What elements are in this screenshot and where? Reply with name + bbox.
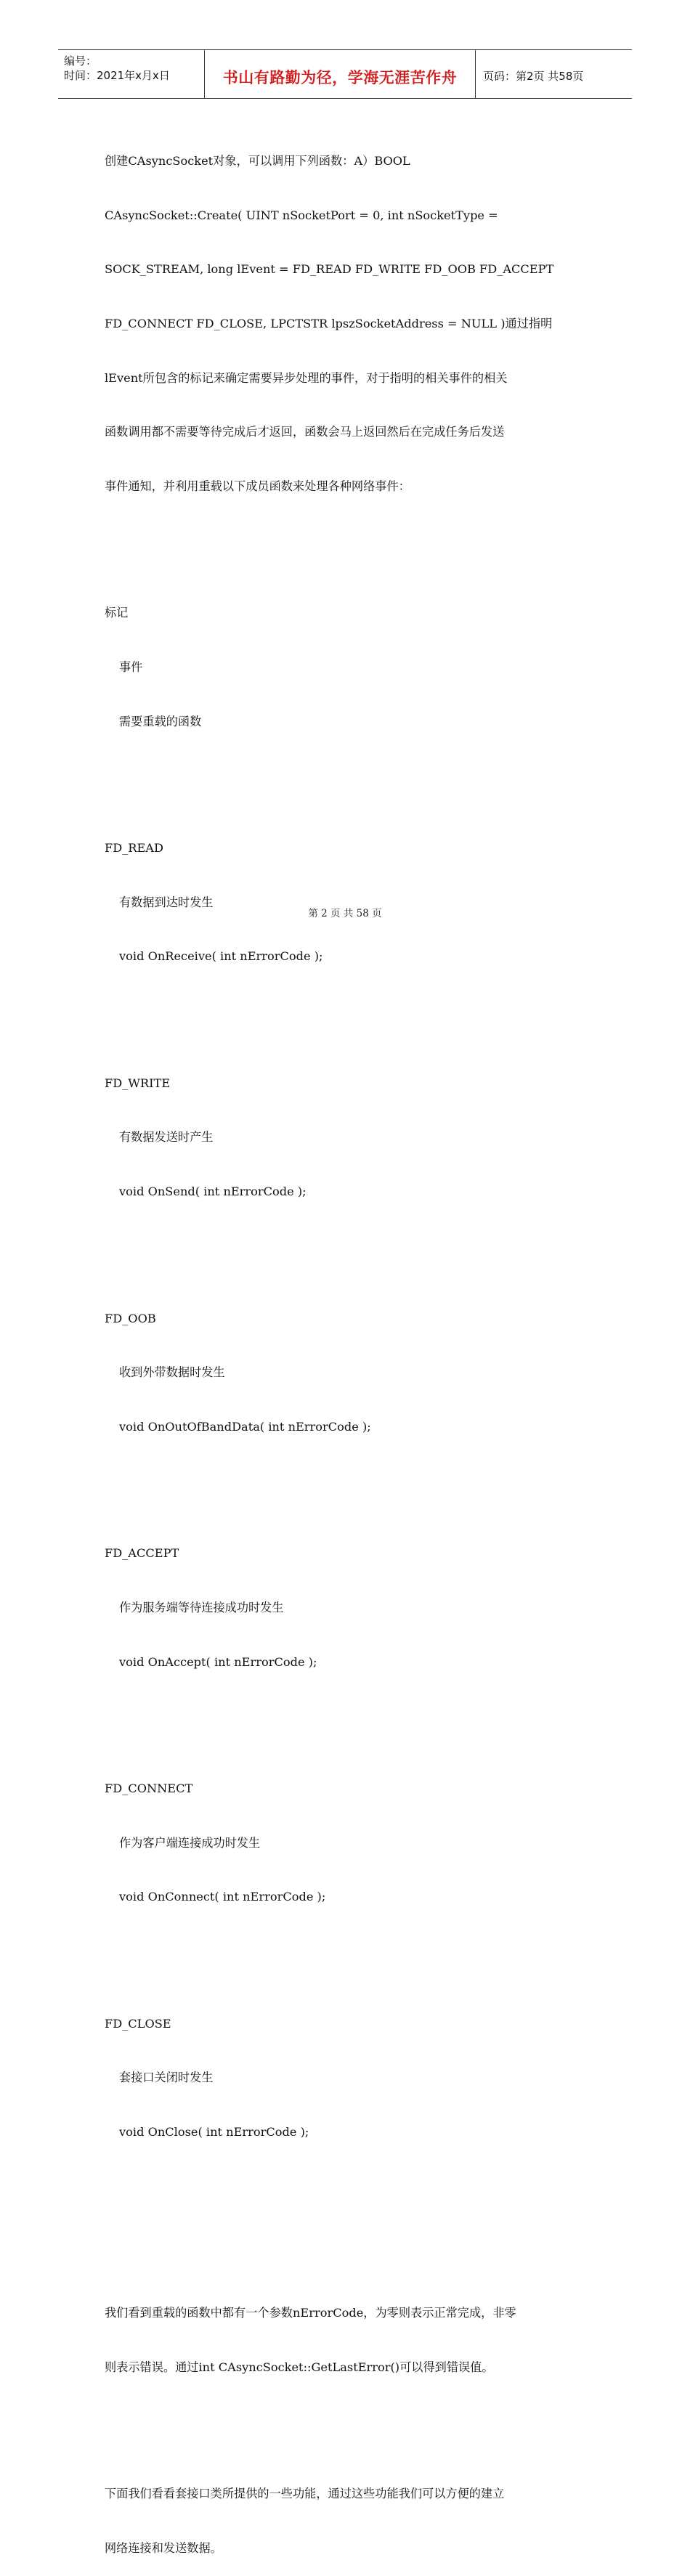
event-desc: 作为服务端等待连接成功时发生: [119, 1600, 284, 1614]
blank-line: [105, 532, 591, 550]
blank-line: [105, 1707, 591, 1726]
header-motto-cell: [205, 50, 476, 98]
event-flag: FD_CLOSE: [105, 2016, 171, 2031]
paragraph-line: 则表示错误。通过int CAsyncSocket::GetLastError()可以得到错误值。: [105, 2360, 494, 2374]
event-func: void OnConnect( int nErrorCode );: [119, 1890, 326, 1904]
blank-line: [105, 1943, 591, 1961]
page-header: [58, 49, 632, 99]
paragraph-line: 下面我们看看套接口类所提供的一些功能，通过这些功能我们可以方便的建立: [105, 2487, 505, 2501]
event-flag: FD_ACCEPT: [105, 1546, 179, 1561]
blank-line: [105, 2178, 591, 2196]
blank-line: [105, 1473, 591, 1491]
event-func: void OnAccept( int nErrorCode );: [119, 1654, 317, 1669]
event-flag: FD_OOB: [105, 1311, 156, 1325]
intro-line: lEvent所包含的标记来确定需要异步处理的事件，对于指明的相关事件的相关: [105, 370, 508, 385]
blank-line: [105, 1238, 591, 1256]
page-footer: 第 2 页 共 58 页: [308, 908, 382, 919]
table-head-func: 需要重载的函数: [119, 714, 202, 728]
doc-number-label: 编号：: [64, 54, 97, 68]
table-head-event: 事件: [119, 660, 143, 675]
intro-line: 创建CAsyncSocket对象，可以调用下列函数：A）BOOL: [105, 153, 410, 168]
document-body: [105, 116, 591, 2576]
doc-date-label: 时间：2021年x月x日: [64, 69, 170, 82]
table-head-flag: 标记: [105, 606, 129, 620]
paragraph-line: 网络连接和发送数据。: [105, 2540, 222, 2555]
event-func: void OnOutOfBandData( int nErrorCode );: [119, 1419, 371, 1434]
event-desc: 套接口关闭时发生: [119, 2071, 214, 2085]
blank-line: [105, 2232, 591, 2250]
header-page-cell: [476, 50, 632, 98]
intro-line: 函数调用都不需要等待完成后才返回，函数会马上返回然后在完成任务后发送: [105, 425, 505, 439]
event-flag: FD_READ: [105, 841, 163, 856]
paragraph-line: 我们看到重载的函数中都有一个参数nErrorCode，为零则表示正常完成，非零: [105, 2306, 516, 2320]
event-desc: 收到外带数据时发生: [119, 1365, 225, 1380]
intro-line: CAsyncSocket::Create( UINT nSocketPort = 0, int nSocketType =: [105, 208, 498, 222]
event-desc: 作为客户端连接成功时发生: [119, 1835, 261, 1850]
blank-line: [105, 767, 591, 785]
event-flag: FD_WRITE: [105, 1076, 171, 1090]
event-flag: FD_CONNECT: [105, 1781, 193, 1795]
header-page-label: 页码：第2页 共58页: [483, 70, 584, 83]
event-func: void OnSend( int nErrorCode );: [119, 1185, 307, 1199]
header-meta-cell: [58, 50, 205, 98]
blank-line: [105, 1002, 591, 1020]
intro-line: SOCK_STREAM, long lEvent = FD_READ FD_WRITE FD_OOB FD_ACCEPT: [105, 262, 554, 277]
event-desc: 有数据到达时发生: [119, 895, 214, 909]
event-func: void OnClose( int nErrorCode );: [119, 2125, 309, 2140]
intro-line: 事件通知，并利用重载以下成员函数来处理各种网络事件：: [105, 479, 410, 494]
intro-line: FD_CONNECT FD_CLOSE, LPCTSTR lpszSocketAddress = NULL )通过指明: [105, 316, 553, 330]
blank-line: [105, 2413, 591, 2431]
event-desc: 有数据发送时产生: [119, 1130, 214, 1145]
event-func: void OnReceive( int nErrorCode );: [119, 949, 323, 964]
header-motto: 书山有路勤为径，学海无涯苦作舟: [222, 69, 458, 86]
